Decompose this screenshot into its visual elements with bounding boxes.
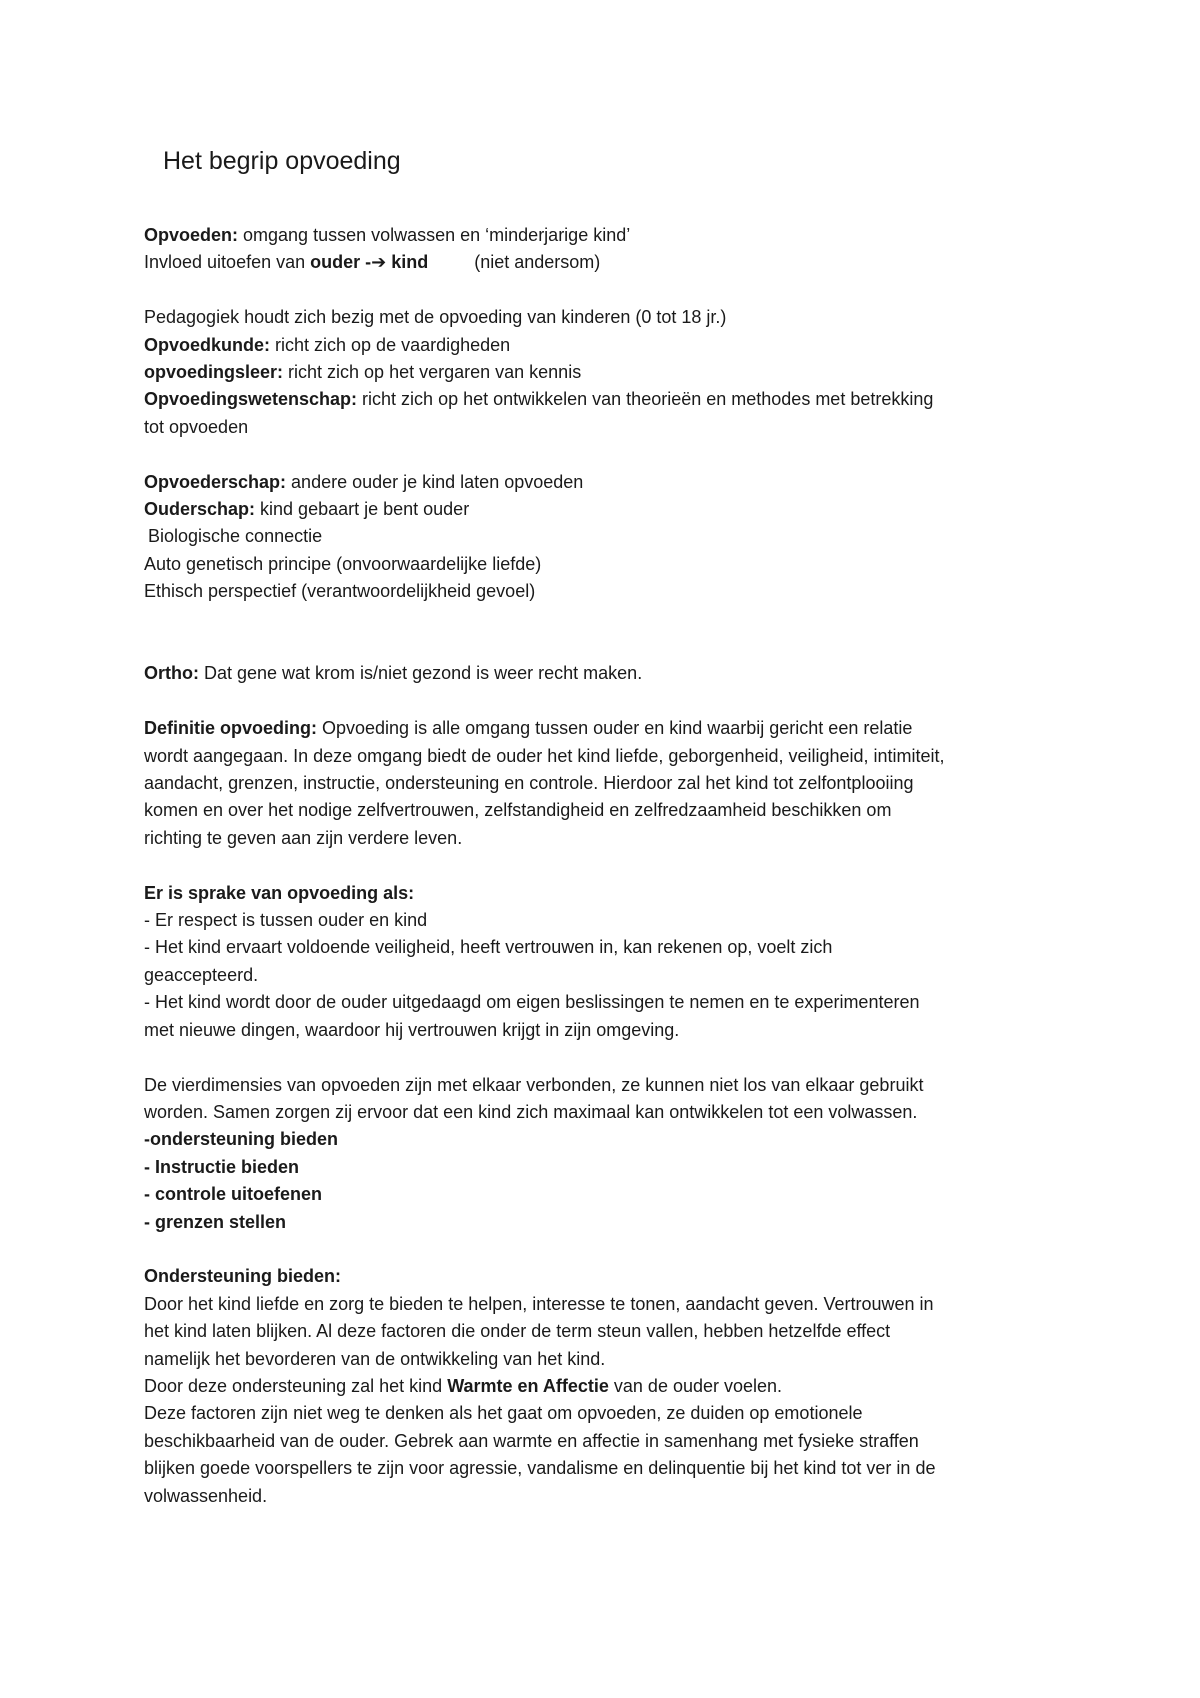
term-label: Definitie opvoeding: <box>144 718 317 739</box>
text-line: tot opvoeden <box>144 416 249 437</box>
text-line: komen en over het nodige zelfvertrouwen, zelfstandigheid en zelfredzaamheid beschikken om <box>144 800 892 821</box>
text-line: aandacht, grenzen, instructie, ondersteuning en controle. Hierdoor zal het kind tot zelfontplooiing <box>144 773 914 794</box>
paragraph-gap <box>144 441 1084 468</box>
paragraph-gap <box>144 688 1084 715</box>
text-line <box>144 359 1084 386</box>
document-title: Het begrip opvoeding <box>163 147 401 175</box>
list-item: - grenzen stellen <box>144 1211 287 1232</box>
bold-span: Warmte en Affectie <box>447 1375 609 1396</box>
section-heading: Ondersteuning bieden: <box>144 1266 342 1287</box>
definition-text: andere ouder je kind laten opvoeden <box>286 471 584 492</box>
term-label: opvoedingsleer: <box>144 362 284 383</box>
bold-span: kind <box>386 252 429 273</box>
list-item: - Het kind ervaart voldoende veiligheid, heeft vertrouwen in, kan rekenen op, voelt zich <box>144 937 833 958</box>
paragraph-gap <box>144 606 1084 661</box>
term-label: Ouderschap: <box>144 499 256 520</box>
definition-text: Dat gene wat krom is/niet gezond is weer recht maken. <box>198 663 643 684</box>
text-line: namelijk het bevorderen van de ontwikkeling van het kind. <box>144 1348 606 1369</box>
bold-span: ouder - <box>310 252 372 273</box>
list-item: -ondersteuning bieden <box>144 1129 339 1150</box>
definition-text: kind gebaart je bent ouder <box>255 499 470 520</box>
text-line: geaccepteerd. <box>144 964 259 985</box>
text-span: Invloed uitoefen van <box>144 252 311 273</box>
text-line: het kind laten blijken. Al deze factoren die onder de term steun vallen, hebben hetzelfde effect <box>144 1321 891 1342</box>
text-line <box>144 249 1084 276</box>
list-item: - controle uitoefenen <box>144 1184 323 1205</box>
definition-text: richt zich op de vaardigheden <box>270 334 511 355</box>
term-label: Opvoedkunde: <box>144 334 271 355</box>
text-line: De vierdimensies van opvoeden zijn met elkaar verbonden, ze kunnen niet los van elkaar gebruikt <box>144 1074 924 1095</box>
section-heading: Er is sprake van opvoeding als: <box>144 882 415 903</box>
definition-text: Opvoeding is alle omgang tussen ouder en kind waarbij gericht een relatie <box>317 718 913 739</box>
text-line: beschikbaarheid van de ouder. Gebrek aan warmte en affectie in samenhang met fysieke straffen <box>144 1430 919 1451</box>
definition-text: omgang tussen volwassen en ‘minderjarige kind’ <box>238 225 631 245</box>
text-span: Door deze ondersteuning zal het kind <box>144 1375 448 1396</box>
document-body <box>144 222 1084 1510</box>
term-label: Opvoedingswetenschap: <box>144 389 358 410</box>
definition-text: richt zich op het ontwikkelen van theorieën en methodes met betrekking <box>357 389 934 410</box>
paragraph-gap <box>144 277 1084 304</box>
term-label: Ortho: <box>144 663 199 684</box>
text-line: richting te geven aan zijn verdere leven. <box>144 827 463 848</box>
text-line: worden. Samen zorgen zij ervoor dat een kind zich maximaal kan ontwikkelen tot een volwassen. <box>144 1101 918 1122</box>
text-line <box>144 660 1084 687</box>
definition-text: richt zich op het vergaren van kennis <box>283 362 582 383</box>
paragraph-gap <box>144 852 1084 879</box>
list-item: - Het kind wordt door de ouder uitgedaagd om eigen beslissingen te nemen en te experimenteren <box>144 992 920 1013</box>
text-line: Pedagogiek houdt zich bezig met de opvoeding van kinderen (0 tot 18 jr.) <box>144 307 727 328</box>
text-line <box>144 222 1084 249</box>
text-span: van de ouder voelen. <box>608 1375 783 1396</box>
text-line: Ethisch perspectief (verantwoordelijkheid gevoel) <box>144 581 536 602</box>
text-line: Auto genetisch principe (onvoorwaardelijke liefde) <box>144 553 542 574</box>
paragraph-gap <box>144 1044 1084 1071</box>
text-line <box>144 469 1084 496</box>
list-item: - Instructie bieden <box>144 1156 300 1177</box>
text-line <box>144 715 1084 742</box>
text-line: met nieuwe dingen, waardoor hij vertrouwen krijgt in zijn omgeving. <box>144 1019 680 1040</box>
term-label: Opvoederschap: <box>144 471 287 492</box>
text-line <box>144 332 1084 359</box>
text-line: Door het kind liefde en zorg te bieden te helpen, interesse te tonen, aandacht geven. Vertrouwen in <box>144 1293 934 1314</box>
text-line <box>144 496 1084 523</box>
text-line: Deze factoren zijn niet weg te denken als het gaat om opvoeden, ze duiden op emotionele <box>144 1403 863 1424</box>
text-line: Biologische connectie <box>148 526 323 547</box>
paragraph-gap <box>144 1236 1084 1263</box>
term-label: Opvoeden: <box>144 225 239 245</box>
text-line <box>144 386 1084 413</box>
text-line: blijken goede voorspellers te zijn voor agressie, vandalisme en delinquentie bij het kind tot ver in de <box>144 1458 936 1479</box>
arrow-right-icon: ➔ <box>371 252 387 273</box>
text-span: (niet andersom) <box>474 252 601 273</box>
text-line: volwassenheid. <box>144 1485 268 1506</box>
list-item: - Er respect is tussen ouder en kind <box>144 910 428 931</box>
text-line <box>144 1373 1084 1400</box>
text-line: wordt aangegaan. In deze omgang biedt de ouder het kind liefde, geborgenheid, veiligheid, intimiteit, <box>144 745 945 766</box>
